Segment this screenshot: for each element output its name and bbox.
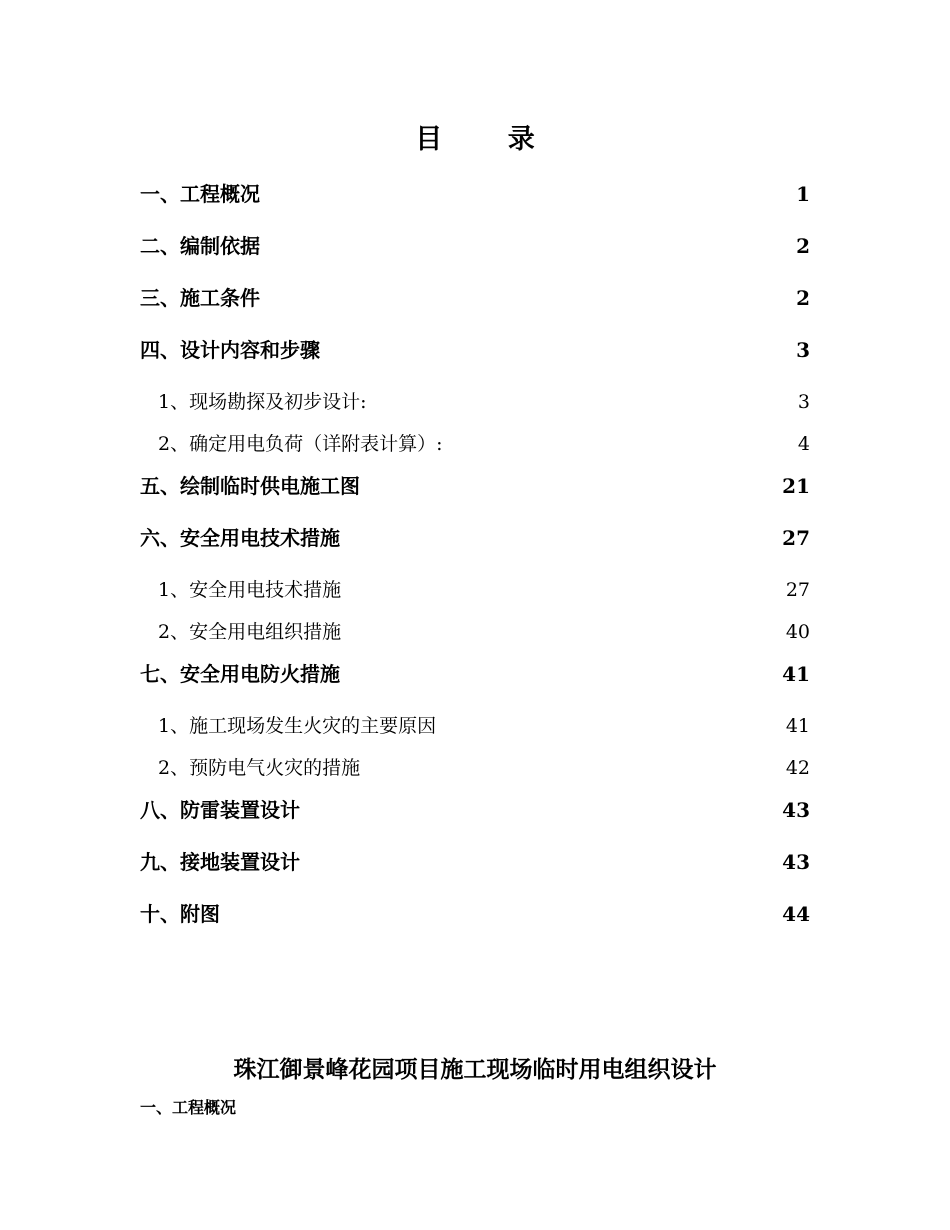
toc-entry[interactable]: [140, 176, 810, 228]
toc-entry-label: 1、现场勘探及初步设计:: [158, 391, 367, 413]
toc-entry-label: 一、工程概况: [140, 182, 260, 206]
toc-entry-page: 40: [785, 621, 810, 643]
toc-entry[interactable]: [140, 896, 810, 948]
toc-entry[interactable]: [140, 332, 810, 384]
toc-entry[interactable]: [140, 468, 810, 520]
toc-entry-label: 1、安全用电技术措施: [158, 579, 342, 601]
document-title: 珠江御景峰花园项目施工现场临时用电组织设计: [233, 1056, 717, 1083]
toc-entry-label: 四、设计内容和步骤: [140, 338, 320, 362]
toc-entry[interactable]: [140, 228, 810, 280]
toc-subentry[interactable]: [140, 426, 810, 468]
section-heading: 一、工程概况: [140, 1098, 237, 1117]
toc-entry[interactable]: [140, 520, 810, 572]
toc-entry-label: 六、安全用电技术措施: [140, 526, 340, 550]
toc-entry-page: 43: [782, 798, 810, 822]
toc-entry-label: 2、确定用电负荷（详附表计算）:: [158, 433, 443, 455]
toc-entry-page: 42: [785, 757, 810, 779]
toc-entry-page: 2: [796, 286, 810, 310]
toc-entry-page: 43: [782, 850, 810, 874]
toc-subentry[interactable]: [140, 614, 810, 656]
toc-entry-label: 2、安全用电组织措施: [158, 621, 342, 643]
toc-entry-label: 2、预防电气火灾的措施: [158, 757, 361, 779]
toc-entry[interactable]: [140, 792, 810, 844]
toc-entry[interactable]: [140, 656, 810, 708]
toc-entry-page: 21: [782, 474, 810, 498]
toc-entry-page: 1: [796, 182, 810, 206]
toc-entry-page: 27: [785, 579, 810, 601]
toc-entry-page: 41: [785, 715, 810, 737]
toc-entry[interactable]: [140, 844, 810, 896]
toc-entry-label: 二、编制依据: [140, 234, 260, 258]
toc-entry-label: 七、安全用电防火措施: [140, 662, 340, 686]
toc-entry-label: 三、施工条件: [140, 286, 260, 310]
toc-entry-label: 1、施工现场发生火灾的主要原因: [158, 715, 437, 737]
toc-entry-label: 九、接地装置设计: [140, 850, 300, 874]
toc-entry-page: 3: [796, 338, 810, 362]
toc-entry[interactable]: [140, 280, 810, 332]
toc-subentry[interactable]: [140, 708, 810, 750]
toc-entry-label: 八、防雷装置设计: [140, 798, 300, 822]
toc-entry-label: 五、绘制临时供电施工图: [140, 474, 360, 498]
toc-title: 目 录: [415, 124, 563, 155]
toc-subentry[interactable]: [140, 750, 810, 792]
toc-list: [140, 176, 810, 948]
toc-entry-page: 27: [782, 526, 810, 550]
toc-entry-page: 2: [796, 234, 810, 258]
toc-entry-page: 44: [782, 902, 810, 926]
toc-entry-label: 十、附图: [140, 902, 220, 926]
toc-subentry[interactable]: [140, 384, 810, 426]
toc-entry-page: 41: [782, 662, 810, 686]
toc-subentry[interactable]: [140, 572, 810, 614]
toc-entry-page: 4: [797, 433, 810, 455]
toc-entry-page: 3: [797, 391, 810, 413]
